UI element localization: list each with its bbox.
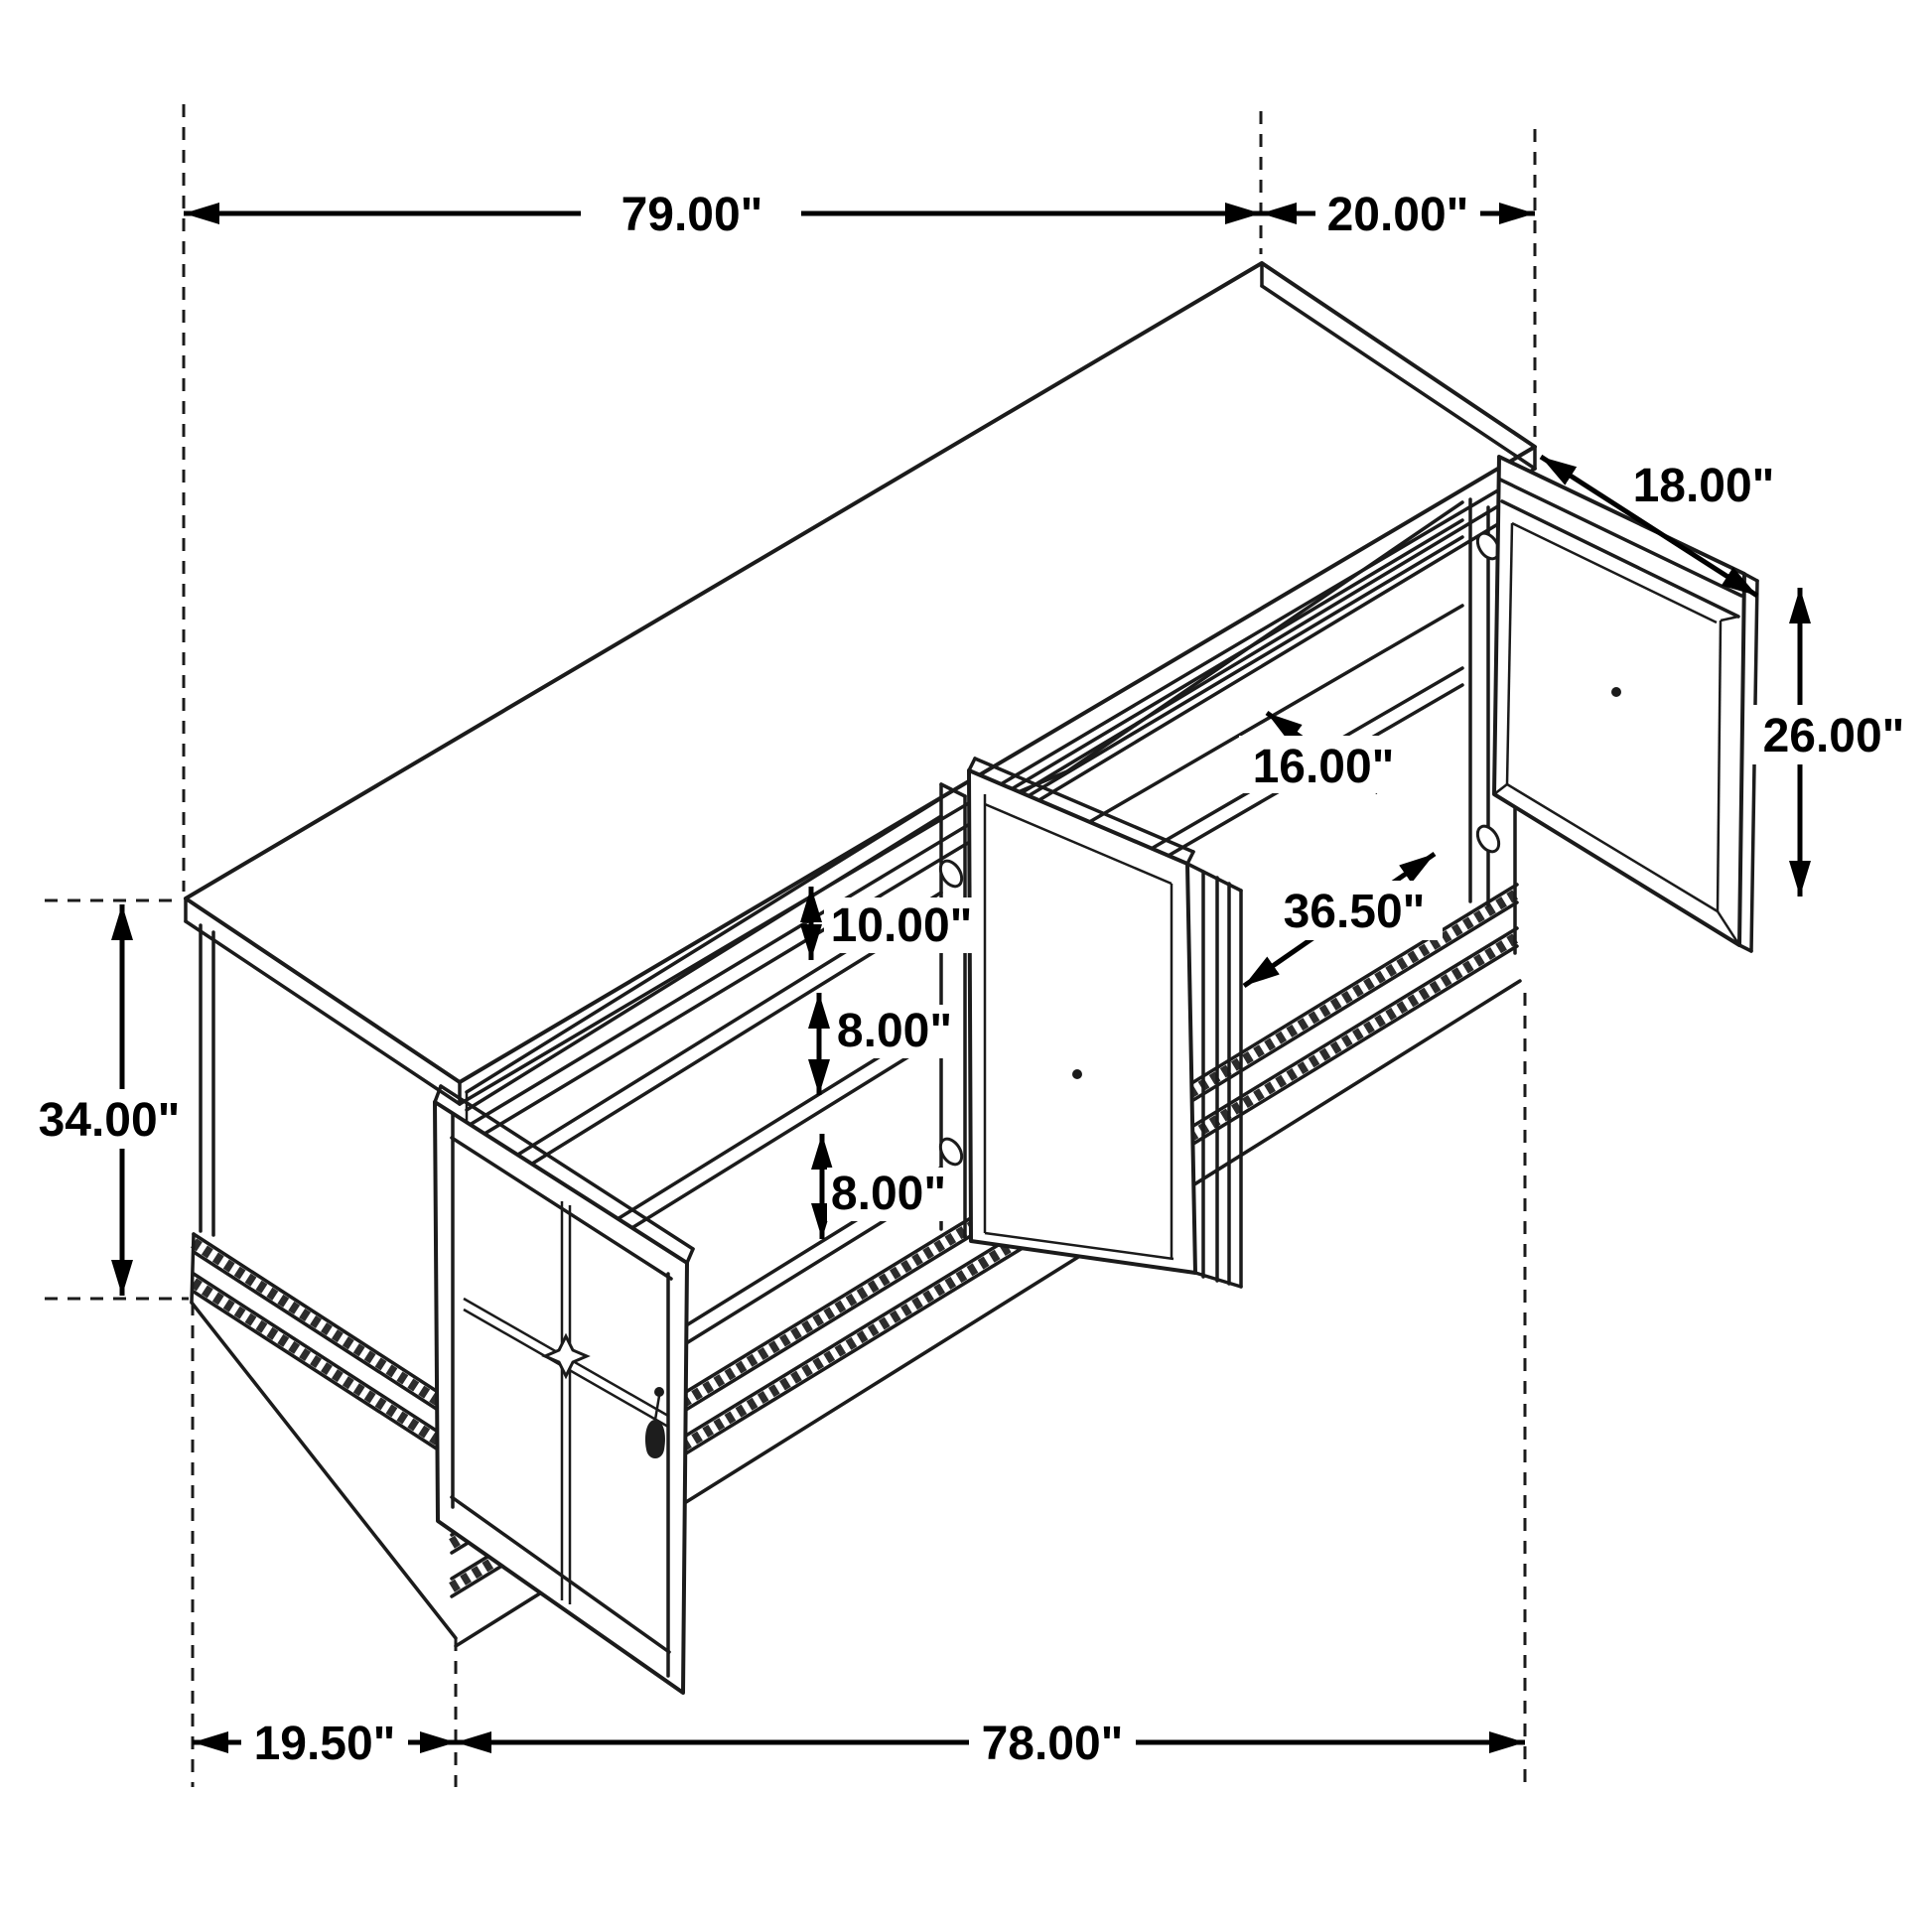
keyhole xyxy=(654,1387,664,1397)
dim-top-depth xyxy=(1261,185,1535,242)
dim-base-width-label: 78.00" xyxy=(981,1718,1124,1770)
dim-top-width xyxy=(184,185,1261,242)
dim-door-height-label: 26.00" xyxy=(1762,710,1905,762)
middle-door-edge-top-cap xyxy=(1187,864,1241,891)
left-molding-rope1 xyxy=(194,1243,455,1412)
middle-door-knob xyxy=(1072,1069,1082,1079)
dim-overall-height-label: 34.00" xyxy=(38,1094,181,1147)
dim-door-height xyxy=(1750,588,1919,897)
tassel xyxy=(645,1420,665,1458)
left-molding-line2 xyxy=(194,1252,455,1421)
dim-base-depth-label: 19.50" xyxy=(253,1718,396,1770)
dim-shelf-gap-middle-label: 8.00" xyxy=(836,1005,953,1057)
dim-shelf-gap-bottom-label: 8.00" xyxy=(830,1168,947,1220)
dim-right-interior-width-label: 36.50" xyxy=(1283,886,1426,938)
dim-shelf-gap-bottom xyxy=(822,1134,954,1239)
dim-overall-height xyxy=(25,904,194,1296)
right-door-edge-bottom-cap xyxy=(1739,945,1751,951)
middle-door-top-cap2 xyxy=(1187,852,1193,864)
dim-shelf-gap-top xyxy=(811,887,983,960)
right-door-edge-outer xyxy=(1751,581,1757,951)
left-molding-line3 xyxy=(194,1274,455,1443)
dim-top-width-label: 79.00" xyxy=(621,189,763,241)
dim-base-depth xyxy=(193,1714,456,1771)
dim-top-depth-label: 20.00" xyxy=(1326,189,1469,241)
left-door xyxy=(435,1086,693,1693)
dim-shelf-depth xyxy=(1239,713,1410,793)
countertop xyxy=(186,263,1535,1104)
left-door-top-cap2 xyxy=(687,1249,693,1263)
dim-shelf-depth-label: 16.00" xyxy=(1252,741,1395,793)
dim-door-width-label: 18.00" xyxy=(1632,460,1775,512)
dim-shelf-gap-top-label: 10.00" xyxy=(830,899,973,952)
left-plinth-cap xyxy=(192,1234,194,1303)
left-plinth-bottom-edge xyxy=(192,1303,456,1638)
right-door-knob xyxy=(1611,687,1621,697)
dim-base-width xyxy=(456,1714,1525,1771)
left-molding-rope2 xyxy=(194,1283,455,1451)
right-door xyxy=(1494,457,1757,951)
pin-hole-right-bottom xyxy=(1473,822,1503,855)
right-door-face xyxy=(1494,457,1744,945)
